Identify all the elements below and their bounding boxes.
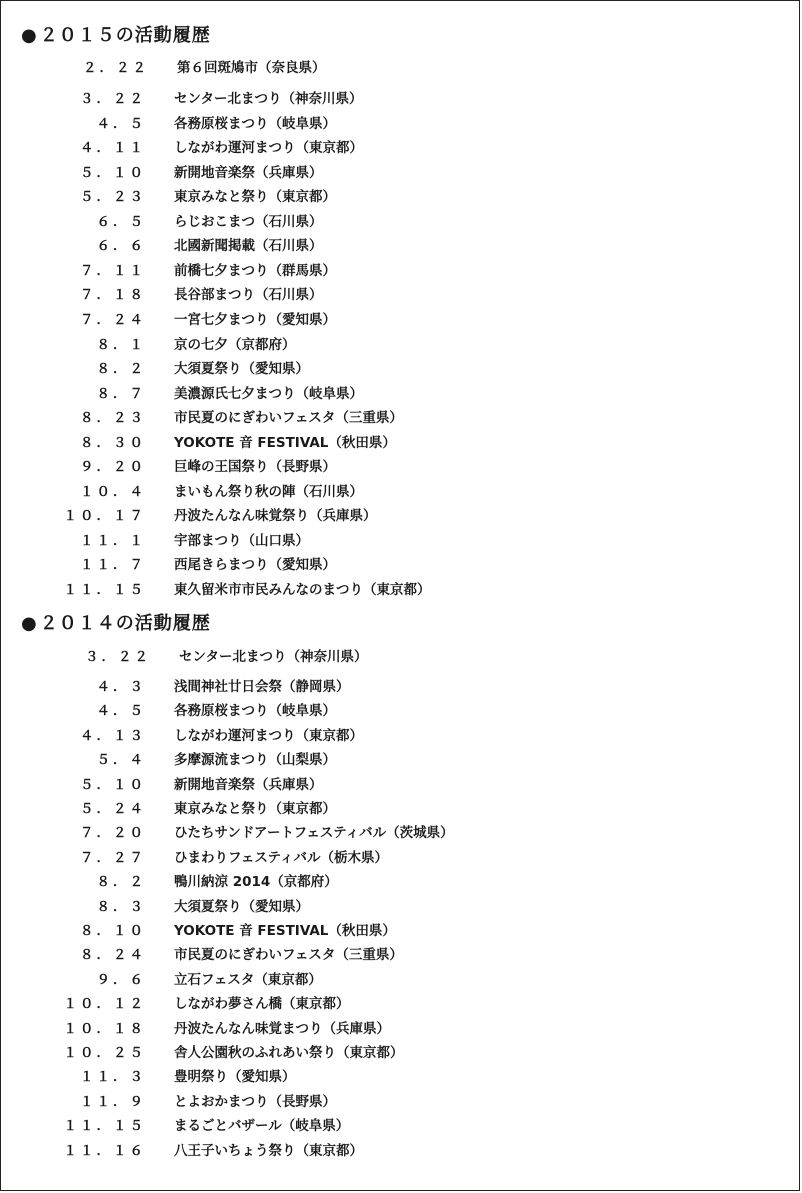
activity-row bbox=[1, 432, 799, 454]
activity-event: 鴨川納涼 2014（京都府） bbox=[174, 874, 338, 891]
activity-event: 西尾きらまつり（愛知県） bbox=[174, 557, 336, 574]
activity-row bbox=[1, 847, 799, 869]
activity-date: ６．５ bbox=[96, 213, 146, 230]
activity-date: ８．２ bbox=[96, 361, 146, 378]
activity-row bbox=[1, 896, 799, 918]
activity-event: 丹波たんなん味覚祭り（兵庫県） bbox=[174, 508, 377, 525]
activity-date: ７．２０ bbox=[80, 825, 146, 842]
activity-date: １０．１７ bbox=[63, 508, 146, 525]
activity-row bbox=[1, 920, 799, 942]
activity-date: １１．１ bbox=[80, 532, 146, 549]
activity-event: しながわ運河まつり（東京都） bbox=[174, 727, 363, 744]
activity-row bbox=[1, 186, 799, 208]
activity-date: １１．１５ bbox=[63, 1118, 146, 1135]
activity-date: １０．４ bbox=[80, 483, 146, 500]
activity-event: まいもん祭り秋の陣（石川県） bbox=[174, 483, 363, 500]
activity-date: １１．１６ bbox=[63, 1142, 146, 1159]
activity-event: センター北まつり（神奈川県） bbox=[174, 91, 363, 107]
activity-event: 東京みなと祭り（東京都） bbox=[174, 801, 336, 817]
activity-date: ８．２４ bbox=[80, 947, 146, 964]
activity-row bbox=[1, 871, 799, 893]
activity-row bbox=[1, 725, 799, 747]
activity-date: ４．１３ bbox=[80, 727, 146, 744]
activity-date: １１．３ bbox=[80, 1069, 146, 1086]
activity-date: ８．１ bbox=[96, 336, 146, 353]
activity-date: １１．１５ bbox=[63, 582, 146, 598]
activity-event: 八王子いちょう祭り（東京都） bbox=[174, 1142, 363, 1159]
activity-row bbox=[1, 1115, 799, 1137]
activity-row bbox=[1, 554, 799, 576]
activity-date: ５．４ bbox=[96, 752, 146, 769]
activity-date: １０．１８ bbox=[63, 1020, 146, 1037]
activity-row bbox=[1, 700, 799, 722]
activity-date: １０．２５ bbox=[63, 1045, 146, 1061]
activity-date: ６．６ bbox=[96, 238, 146, 255]
activity-row bbox=[1, 456, 799, 478]
activity-date: １０．１２ bbox=[63, 996, 146, 1013]
activity-row bbox=[1, 235, 799, 257]
activity-row bbox=[1, 1140, 799, 1162]
activity-row bbox=[1, 481, 799, 503]
activity-event: 巨峰の王国祭り（長野県） bbox=[174, 459, 336, 476]
activity-row bbox=[1, 309, 799, 331]
activity-row bbox=[1, 774, 799, 796]
activity-row bbox=[1, 579, 799, 601]
activity-event: 舎人公園秋のふれあい祭り（東京都） bbox=[174, 1045, 404, 1061]
activity-row bbox=[1, 798, 799, 820]
activity-event: 美濃源氏七夕まつり（岐阜県） bbox=[174, 385, 363, 402]
activity-event: 東久留米市市民みんなのまつり（東京都） bbox=[174, 582, 431, 598]
activity-date: ５．２４ bbox=[80, 801, 146, 817]
activity-event: とよおかまつり（長野県） bbox=[174, 1093, 336, 1110]
activity-event: YOKOTE 音 FESTIVAL（秋田県） bbox=[174, 923, 396, 939]
activity-event: 各務原桜まつり（岐阜県） bbox=[174, 115, 336, 132]
activity-date: ９．６ bbox=[96, 971, 146, 988]
activity-row bbox=[1, 260, 799, 282]
activity-row bbox=[1, 334, 799, 356]
section-heading-2015 bbox=[21, 25, 211, 47]
activity-date: ８．２３ bbox=[80, 410, 146, 427]
activity-event: YOKOTE 音 FESTIVAL（秋田県） bbox=[174, 434, 396, 451]
activity-date: ４．３ bbox=[96, 679, 146, 695]
activity-event: らじおこまつ（石川県） bbox=[174, 213, 323, 230]
activity-date: ５．１０ bbox=[80, 776, 146, 793]
activity-event: 前橋七夕まつり（群馬県） bbox=[174, 262, 336, 279]
activity-date: ４．５ bbox=[96, 115, 146, 132]
activity-event: 大須夏祭り（愛知県） bbox=[174, 898, 309, 915]
activity-row bbox=[1, 88, 799, 110]
activity-date: ５．２３ bbox=[80, 189, 146, 206]
activity-date: ７．１１ bbox=[80, 262, 146, 279]
activity-row bbox=[1, 137, 799, 159]
activity-row bbox=[1, 944, 799, 966]
activity-event: 多摩源流まつり（山梨県） bbox=[174, 752, 336, 769]
activity-event: まるごとバザール（岐阜県） bbox=[174, 1118, 350, 1135]
activity-row bbox=[1, 1091, 799, 1113]
activity-row bbox=[1, 822, 799, 844]
activity-event: 新開地音楽祭（兵庫県） bbox=[174, 164, 323, 181]
activity-row bbox=[1, 1066, 799, 1088]
activity-row bbox=[1, 358, 799, 380]
activity-date: ８．７ bbox=[96, 385, 146, 402]
activity-event: 東京みなと祭り（東京都） bbox=[174, 189, 336, 206]
activity-date: ８．３０ bbox=[80, 434, 146, 451]
activity-date: １１．７ bbox=[80, 557, 146, 574]
activity-event: 市民夏のにぎわいフェスタ（三重県） bbox=[174, 947, 403, 964]
activity-event: ひまわりフェスティバル（栃木県） bbox=[174, 849, 388, 866]
section-heading-text: ２０１４の活動履歴 bbox=[39, 613, 211, 634]
activity-event: 一宮七夕まつり（愛知県） bbox=[174, 311, 336, 328]
activity-event: ひたちサンドアートフェスティバル（茨城県） bbox=[174, 825, 454, 842]
activity-date: ５．１０ bbox=[80, 164, 146, 181]
activity-row bbox=[1, 284, 799, 306]
activity-row bbox=[1, 113, 799, 135]
activity-row bbox=[1, 383, 799, 405]
activity-event: 丹波たんなん味覚まつり（兵庫県） bbox=[174, 1020, 390, 1037]
activity-row bbox=[1, 993, 799, 1015]
activity-row bbox=[1, 1042, 799, 1064]
activity-event: 長谷部まつり（石川県） bbox=[174, 287, 323, 304]
activity-row bbox=[1, 676, 799, 698]
activity-row bbox=[1, 530, 799, 552]
activity-date: １１．９ bbox=[80, 1093, 146, 1110]
activity-event: 新開地音楽祭（兵庫県） bbox=[174, 776, 323, 793]
activity-date: ７．２４ bbox=[80, 311, 146, 328]
activity-row bbox=[1, 749, 799, 771]
activity-event: 立石フェスタ（東京都） bbox=[174, 971, 322, 988]
activity-date: ３．２２ bbox=[85, 649, 151, 665]
activity-date: ８．３ bbox=[96, 898, 146, 915]
activity-event: しながわ運河まつり（東京都） bbox=[174, 140, 363, 157]
activity-date: ４．１１ bbox=[80, 140, 146, 157]
activity-event: 北國新聞掲載（石川県） bbox=[174, 238, 323, 255]
activity-date: ９．２０ bbox=[80, 459, 146, 476]
activity-event: しながわ夢さん橋（東京都） bbox=[174, 996, 350, 1013]
activity-date: ７．２７ bbox=[80, 849, 146, 866]
activity-row bbox=[1, 969, 799, 991]
activity-row bbox=[1, 407, 799, 429]
activity-event: 浅間神社廿日会祭（静岡県） bbox=[174, 679, 350, 695]
activity-event: 宇部まつり（山口県） bbox=[174, 532, 309, 549]
activity-row bbox=[1, 505, 799, 527]
bullet-icon: ● bbox=[21, 613, 38, 634]
activity-date: ４．５ bbox=[96, 703, 146, 720]
activity-event: 各務原桜まつり（岐阜県） bbox=[174, 703, 336, 720]
activity-row bbox=[1, 646, 799, 668]
section-heading-2014 bbox=[21, 613, 211, 635]
activity-date: ８．１０ bbox=[80, 923, 146, 939]
activity-date: ２．２２ bbox=[83, 60, 149, 76]
bullet-icon: ● bbox=[21, 25, 38, 46]
activity-event: 大須夏祭り（愛知県） bbox=[174, 361, 309, 378]
activity-row bbox=[1, 57, 799, 79]
section-heading-text: ２０１５の活動履歴 bbox=[39, 25, 211, 46]
activity-event: 第６回斑鳩市（奈良県） bbox=[177, 60, 326, 76]
activity-date: ７．１８ bbox=[80, 287, 146, 304]
activity-row bbox=[1, 1018, 799, 1040]
activity-date: ８．２ bbox=[96, 874, 146, 891]
activity-event: センター北まつり（神奈川県） bbox=[179, 649, 368, 665]
activity-event: 市民夏のにぎわいフェスタ（三重県） bbox=[174, 410, 403, 427]
activity-date: ３．２２ bbox=[80, 91, 146, 107]
activity-event: 豊明祭り（愛知県） bbox=[174, 1069, 296, 1086]
activity-event: 京の七夕（京都府） bbox=[174, 336, 296, 353]
activity-row bbox=[1, 211, 799, 233]
activity-row bbox=[1, 162, 799, 184]
